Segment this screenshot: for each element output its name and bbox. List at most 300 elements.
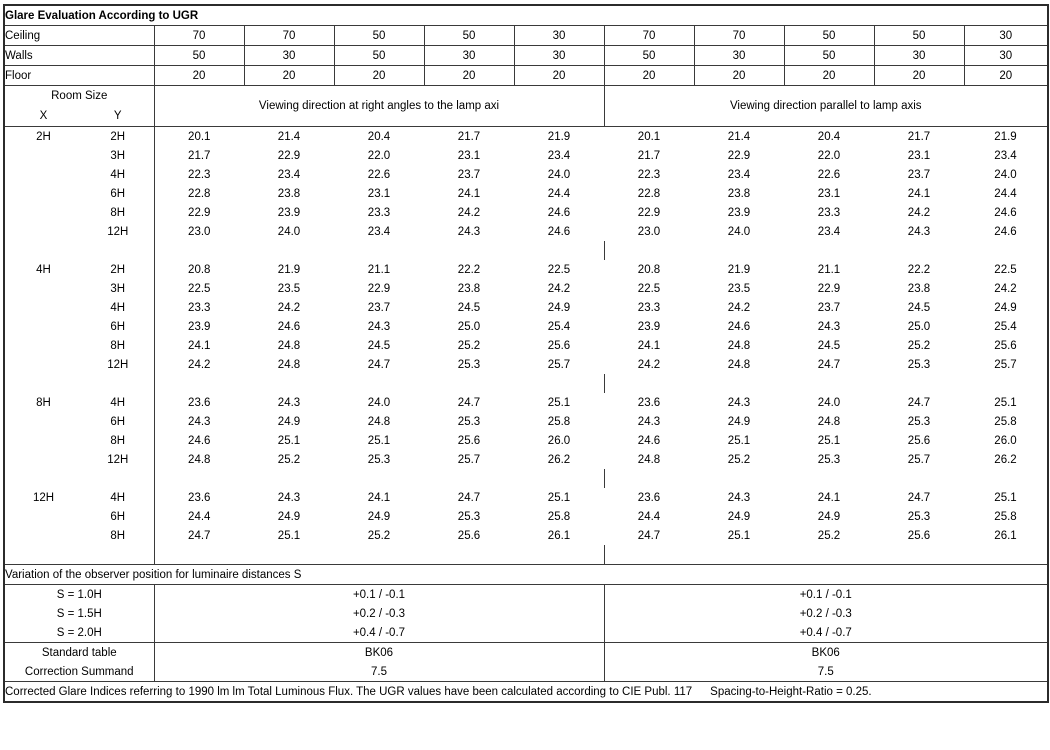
spacer-cell (4, 374, 154, 393)
ugr-value: 24.7 (907, 491, 931, 504)
variation-row (4, 604, 1048, 623)
reflectance-value: 50 (334, 46, 424, 66)
viewing-direction-perpendicular: Viewing direction at right angles to the lamp axi (154, 86, 604, 127)
page-title: Glare Evaluation According to UGR (4, 5, 1048, 26)
variation-value-left: +0.4 / -0.7 (154, 623, 604, 643)
data-row (4, 184, 1048, 203)
ugr-value: 25.8 (547, 415, 571, 428)
ugr-value: 25.1 (547, 396, 571, 409)
ugr-value: 23.7 (817, 301, 841, 314)
data-row (4, 526, 1048, 545)
ugr-value: 23.5 (727, 282, 751, 295)
reflectance-value: 50 (874, 26, 964, 46)
reflectance-label: Ceiling (4, 26, 154, 46)
ugr-value: 24.1 (817, 491, 841, 504)
ugr-value: 23.3 (367, 206, 391, 219)
group-x-label (4, 431, 82, 450)
ugr-value: 23.1 (457, 149, 481, 162)
spacer-cell (604, 469, 1048, 488)
reflectance-value: 20 (154, 66, 244, 86)
ugr-value: 21.7 (188, 149, 211, 162)
row-y-label: 12H (82, 355, 154, 374)
reflectance-value: 70 (154, 26, 244, 46)
ugr-value: 24.6 (547, 206, 571, 219)
ugr-value: 24.6 (188, 434, 211, 447)
reflectance-value: 70 (694, 26, 784, 46)
ugr-value: 23.7 (367, 301, 391, 314)
group-spacer (4, 374, 1048, 393)
reflectance-label: Floor (4, 66, 154, 86)
row-y-label: 8H (82, 431, 154, 450)
ugr-value: 25.2 (817, 529, 841, 542)
ugr-value: 23.1 (907, 149, 931, 162)
data-row (4, 165, 1048, 184)
ugr-value: 25.7 (907, 453, 931, 466)
ugr-value: 21.9 (277, 263, 301, 276)
ugr-value: 26.1 (547, 529, 571, 542)
ugr-value: 20.8 (637, 263, 661, 276)
ugr-value: 25.2 (457, 339, 481, 352)
row-y-label: 12H (82, 222, 154, 241)
ugr-value: 25.0 (907, 320, 931, 333)
data-row (4, 317, 1048, 336)
ugr-value: 21.4 (277, 130, 301, 143)
ugr-value: 26.2 (547, 453, 571, 466)
reflectance-value: 30 (514, 26, 604, 46)
row-y-label: 8H (82, 526, 154, 545)
ugr-value: 23.9 (727, 206, 751, 219)
reflectance-value: 30 (424, 46, 514, 66)
group-x-label (4, 279, 82, 298)
ugr-value: 22.5 (994, 263, 1017, 276)
ugr-value: 24.5 (367, 339, 391, 352)
group-x-label (4, 146, 82, 165)
ugr-value: 24.6 (637, 434, 661, 447)
ugr-value: 24.3 (727, 396, 751, 409)
ugr-value: 24.3 (907, 225, 931, 238)
ugr-value: 22.6 (367, 168, 391, 181)
spacer-cell (4, 241, 154, 260)
variation-label: S = 1.0H (4, 585, 154, 605)
ugr-value: 23.1 (367, 187, 391, 200)
group-spacer (4, 469, 1048, 488)
ugr-value: 25.3 (907, 415, 931, 428)
ugr-value: 25.1 (727, 529, 751, 542)
ugr-value: 24.4 (188, 510, 211, 523)
spacer-cell (4, 545, 154, 565)
ugr-value: 20.1 (637, 130, 661, 143)
row-y-label: 6H (82, 317, 154, 336)
ugr-value: 24.4 (637, 510, 661, 523)
ugr-value: 24.0 (817, 396, 841, 409)
ugr-value: 26.0 (994, 434, 1017, 447)
ugr-value: 24.2 (907, 206, 931, 219)
ugr-value: 24.6 (994, 206, 1017, 219)
standard-table-left: BK06 (154, 643, 604, 663)
ugr-value: 24.1 (637, 339, 661, 352)
group-x-label: 12H (4, 488, 82, 507)
ugr-value: 24.0 (547, 168, 571, 181)
ugr-value: 25.2 (367, 529, 391, 542)
row-y-label: 2H (82, 127, 154, 147)
reflectance-value: 20 (244, 66, 334, 86)
ugr-value: 25.6 (547, 339, 571, 352)
ugr-value: 22.2 (457, 263, 481, 276)
variation-heading: Variation of the observer position for luminaire distances S (4, 565, 1048, 585)
variation-value-left: +0.2 / -0.3 (154, 604, 604, 623)
ugr-value: 22.5 (188, 282, 211, 295)
ugr-value: 26.0 (547, 434, 571, 447)
ugr-value: 24.6 (727, 320, 751, 333)
row-y-label: 8H (82, 203, 154, 222)
reflectance-value: 50 (604, 46, 694, 66)
row-y-label: 3H (82, 279, 154, 298)
reflectance-row (4, 26, 1048, 46)
ugr-value: 24.7 (367, 358, 391, 371)
ugr-value: 22.9 (637, 206, 661, 219)
ugr-value: 25.2 (277, 453, 301, 466)
ugr-value: 25.3 (457, 415, 481, 428)
row-y-label: 12H (82, 450, 154, 469)
ugr-value: 24.8 (817, 415, 841, 428)
ugr-value: 21.7 (907, 130, 931, 143)
ugr-value: 23.9 (637, 320, 661, 333)
ugr-value: 20.4 (817, 130, 841, 143)
ugr-value: 22.0 (817, 149, 841, 162)
ugr-value: 23.3 (188, 301, 211, 314)
data-row (4, 336, 1048, 355)
correction-summand-left: 7.5 (154, 662, 604, 682)
ugr-value: 23.4 (367, 225, 391, 238)
group-x-label (4, 203, 82, 222)
row-y-label: 2H (82, 260, 154, 279)
correction-summand-row (4, 662, 1048, 682)
reflectance-value: 70 (244, 26, 334, 46)
ugr-value: 23.8 (277, 187, 301, 200)
spacer-cell (154, 469, 604, 488)
reflectance-value: 20 (784, 66, 874, 86)
ugr-value: 25.2 (907, 339, 931, 352)
group-x-label: 4H (4, 260, 82, 279)
ugr-value: 24.1 (907, 187, 931, 200)
ugr-value: 24.3 (367, 320, 391, 333)
ugr-value: 24.9 (994, 301, 1017, 314)
ugr-value: 24.2 (277, 301, 301, 314)
reflectance-value: 20 (514, 66, 604, 86)
ugr-value: 23.1 (817, 187, 841, 200)
ugr-value: 23.6 (188, 396, 211, 409)
ugr-value: 24.2 (457, 206, 481, 219)
data-row (4, 507, 1048, 526)
ugr-value: 25.3 (907, 358, 931, 371)
standard-table-row (4, 643, 1048, 663)
ugr-value: 23.7 (907, 168, 931, 181)
ugr-value: 24.9 (367, 510, 391, 523)
reflectance-value: 30 (514, 46, 604, 66)
ugr-value: 22.5 (547, 263, 571, 276)
ugr-value: 25.2 (727, 453, 751, 466)
ugr-value: 22.2 (907, 263, 931, 276)
variation-row (4, 585, 1048, 605)
row-y-label: 3H (82, 146, 154, 165)
reflectance-value: 30 (694, 46, 784, 66)
ugr-value: 22.9 (277, 149, 301, 162)
footer-spacing-ratio: Spacing-to-Height-Ratio = 0.25. (710, 685, 872, 698)
reflectance-value: 30 (244, 46, 334, 66)
ugr-value: 21.9 (994, 130, 1017, 143)
ugr-value: 24.7 (457, 491, 481, 504)
y-heading: Y (82, 106, 154, 127)
standard-table-right: BK06 (604, 643, 1048, 663)
x-heading: X (4, 106, 82, 127)
table-header-row-1 (4, 86, 1048, 107)
reflectance-value: 20 (694, 66, 784, 86)
data-row (4, 488, 1048, 507)
standard-table-label: Standard table (4, 643, 154, 663)
ugr-value: 25.1 (277, 434, 301, 447)
ugr-value: 24.9 (277, 415, 301, 428)
ugr-value: 25.6 (994, 339, 1017, 352)
ugr-value: 24.3 (727, 491, 751, 504)
group-x-label (4, 450, 82, 469)
group-x-label (4, 412, 82, 431)
data-row (4, 279, 1048, 298)
ugr-value: 21.7 (457, 130, 481, 143)
ugr-value: 22.0 (367, 149, 391, 162)
ugr-value: 25.1 (994, 491, 1017, 504)
ugr-value: 24.4 (547, 187, 571, 200)
ugr-value: 26.2 (994, 453, 1017, 466)
row-y-label: 4H (82, 488, 154, 507)
ugr-value: 25.6 (457, 529, 481, 542)
ugr-value: 25.7 (994, 358, 1017, 371)
ugr-value: 21.1 (367, 263, 391, 276)
variation-value-right: +0.2 / -0.3 (604, 604, 1048, 623)
variation-value-right: +0.1 / -0.1 (604, 585, 1048, 605)
footer-note (4, 682, 1048, 703)
ugr-value: 24.5 (817, 339, 841, 352)
ugr-value: 24.9 (727, 415, 751, 428)
ugr-value: 22.8 (637, 187, 661, 200)
group-x-label: 2H (4, 127, 82, 147)
ugr-value: 23.3 (817, 206, 841, 219)
ugr-value: 23.9 (188, 320, 211, 333)
ugr-value: 23.4 (994, 149, 1017, 162)
ugr-value: 25.1 (367, 434, 391, 447)
ugr-value: 25.0 (457, 320, 481, 333)
ugr-value: 25.1 (547, 491, 571, 504)
ugr-value: 25.6 (907, 529, 931, 542)
reflectance-value: 50 (784, 26, 874, 46)
ugr-value: 23.6 (637, 396, 661, 409)
bottom-spacer (4, 545, 1048, 565)
ugr-value: 24.8 (277, 339, 301, 352)
group-x-label (4, 507, 82, 526)
spacer-cell (154, 374, 604, 393)
ugr-value: 20.8 (188, 263, 211, 276)
ugr-value: 24.3 (188, 415, 211, 428)
ugr-value: 24.3 (457, 225, 481, 238)
ugr-value: 24.7 (637, 529, 661, 542)
ugr-value: 23.6 (188, 491, 211, 504)
reflectance-value: 50 (784, 46, 874, 66)
ugr-value: 24.2 (637, 358, 661, 371)
spacer-cell (4, 469, 154, 488)
variation-value-left: +0.1 / -0.1 (154, 585, 604, 605)
variation-label: S = 1.5H (4, 604, 154, 623)
ugr-value: 25.3 (817, 453, 841, 466)
ugr-value: 23.0 (637, 225, 661, 238)
ugr-value: 22.3 (637, 168, 661, 181)
ugr-value: 21.4 (727, 130, 751, 143)
ugr-value: 23.7 (457, 168, 481, 181)
ugr-value: 24.7 (817, 358, 841, 371)
ugr-value: 24.9 (277, 510, 301, 523)
ugr-value: 22.3 (188, 168, 211, 181)
footer-note-text: Corrected Glare Indices referring to 1990 lm lm Total Luminous Flux. The UGR values have been calculated according to CIE Publ. 117 (5, 685, 693, 698)
reflectance-value: 50 (334, 26, 424, 46)
row-y-label: 6H (82, 507, 154, 526)
ugr-value: 20.1 (188, 130, 211, 143)
ugr-value: 24.2 (727, 301, 751, 314)
ugr-value: 23.4 (547, 149, 571, 162)
group-x-label (4, 355, 82, 374)
ugr-value: 25.3 (457, 510, 481, 523)
variation-heading-row (4, 565, 1048, 585)
data-row (4, 412, 1048, 431)
group-x-label (4, 317, 82, 336)
data-row (4, 146, 1048, 165)
reflectance-value: 20 (874, 66, 964, 86)
group-x-label (4, 184, 82, 203)
group-x-label (4, 526, 82, 545)
correction-summand-right: 7.5 (604, 662, 1048, 682)
ugr-value: 25.4 (547, 320, 571, 333)
ugr-value: 24.8 (727, 339, 751, 352)
ugr-value: 22.9 (188, 206, 211, 219)
ugr-value: 24.2 (994, 282, 1017, 295)
ugr-value: 23.4 (817, 225, 841, 238)
variation-value-right: +0.4 / -0.7 (604, 623, 1048, 643)
row-y-label: 4H (82, 393, 154, 412)
ugr-value: 24.6 (547, 225, 571, 238)
ugr-value: 25.1 (277, 529, 301, 542)
correction-summand-label: Correction Summand (4, 662, 154, 682)
reflectance-value: 20 (334, 66, 424, 86)
ugr-value: 22.9 (817, 282, 841, 295)
ugr-value: 25.6 (907, 434, 931, 447)
ugr-value: 24.8 (188, 453, 211, 466)
group-x-label (4, 165, 82, 184)
row-y-label: 4H (82, 165, 154, 184)
ugr-value: 21.9 (547, 130, 571, 143)
ugr-value: 23.6 (637, 491, 661, 504)
spacer-cell (604, 545, 1048, 565)
row-y-label: 4H (82, 298, 154, 317)
ugr-value: 25.8 (994, 415, 1017, 428)
reflectance-value: 50 (424, 26, 514, 46)
reflectance-row (4, 66, 1048, 86)
ugr-value: 24.0 (994, 168, 1017, 181)
ugr-value: 25.1 (727, 434, 751, 447)
ugr-value: 24.3 (817, 320, 841, 333)
row-y-label: 6H (82, 184, 154, 203)
ugr-value: 23.4 (727, 168, 751, 181)
ugr-value: 21.7 (637, 149, 661, 162)
ugr-value: 22.8 (188, 187, 211, 200)
reflectance-value: 20 (604, 66, 694, 86)
row-y-label: 6H (82, 412, 154, 431)
ugr-value: 24.7 (188, 529, 211, 542)
spacer-cell (154, 241, 604, 260)
data-row (4, 431, 1048, 450)
ugr-value: 23.4 (277, 168, 301, 181)
ugr-value: 25.6 (457, 434, 481, 447)
ugr-value: 24.9 (547, 301, 571, 314)
ugr-value: 24.2 (547, 282, 571, 295)
data-row (4, 450, 1048, 469)
ugr-value: 25.8 (547, 510, 571, 523)
ugr-value: 20.4 (367, 130, 391, 143)
ugr-value: 24.6 (994, 225, 1017, 238)
ugr-value: 24.5 (457, 301, 481, 314)
ugr-value: 24.1 (367, 491, 391, 504)
row-y-label: 8H (82, 336, 154, 355)
ugr-value: 24.8 (637, 453, 661, 466)
ugr-value: 25.3 (367, 453, 391, 466)
ugr-value: 22.9 (367, 282, 391, 295)
data-row (4, 203, 1048, 222)
room-size-heading: Room Size (4, 86, 154, 107)
ugr-value: 24.7 (457, 396, 481, 409)
footer-row (4, 682, 1048, 703)
reflectance-value: 20 (424, 66, 514, 86)
ugr-value: 24.8 (727, 358, 751, 371)
ugr-value: 25.1 (817, 434, 841, 447)
ugr-value: 24.9 (727, 510, 751, 523)
ugr-value: 25.3 (907, 510, 931, 523)
ugr-value: 23.8 (457, 282, 481, 295)
ugr-value: 24.4 (994, 187, 1017, 200)
ugr-value: 24.7 (907, 396, 931, 409)
ugr-value: 23.0 (188, 225, 211, 238)
reflectance-value: 30 (964, 46, 1048, 66)
group-x-label (4, 298, 82, 317)
variation-label: S = 2.0H (4, 623, 154, 643)
ugr-value: 24.8 (367, 415, 391, 428)
data-row (4, 393, 1048, 412)
ugr-value: 21.9 (727, 263, 751, 276)
ugr-value: 24.0 (367, 396, 391, 409)
data-row (4, 260, 1048, 279)
ugr-value: 24.6 (277, 320, 301, 333)
ugr-value: 25.7 (547, 358, 571, 371)
reflectance-value: 20 (964, 66, 1048, 86)
ugr-value: 24.3 (277, 491, 301, 504)
ugr-value: 24.1 (188, 339, 211, 352)
group-x-label (4, 222, 82, 241)
ugr-value: 24.1 (457, 187, 481, 200)
ugr-value: 24.5 (907, 301, 931, 314)
group-x-label (4, 336, 82, 355)
spacer-cell (604, 241, 1048, 260)
data-row (4, 298, 1048, 317)
ugr-value: 24.3 (277, 396, 301, 409)
data-row (4, 222, 1048, 241)
group-x-label: 8H (4, 393, 82, 412)
ugr-value: 24.0 (277, 225, 301, 238)
reflectance-value: 30 (964, 26, 1048, 46)
